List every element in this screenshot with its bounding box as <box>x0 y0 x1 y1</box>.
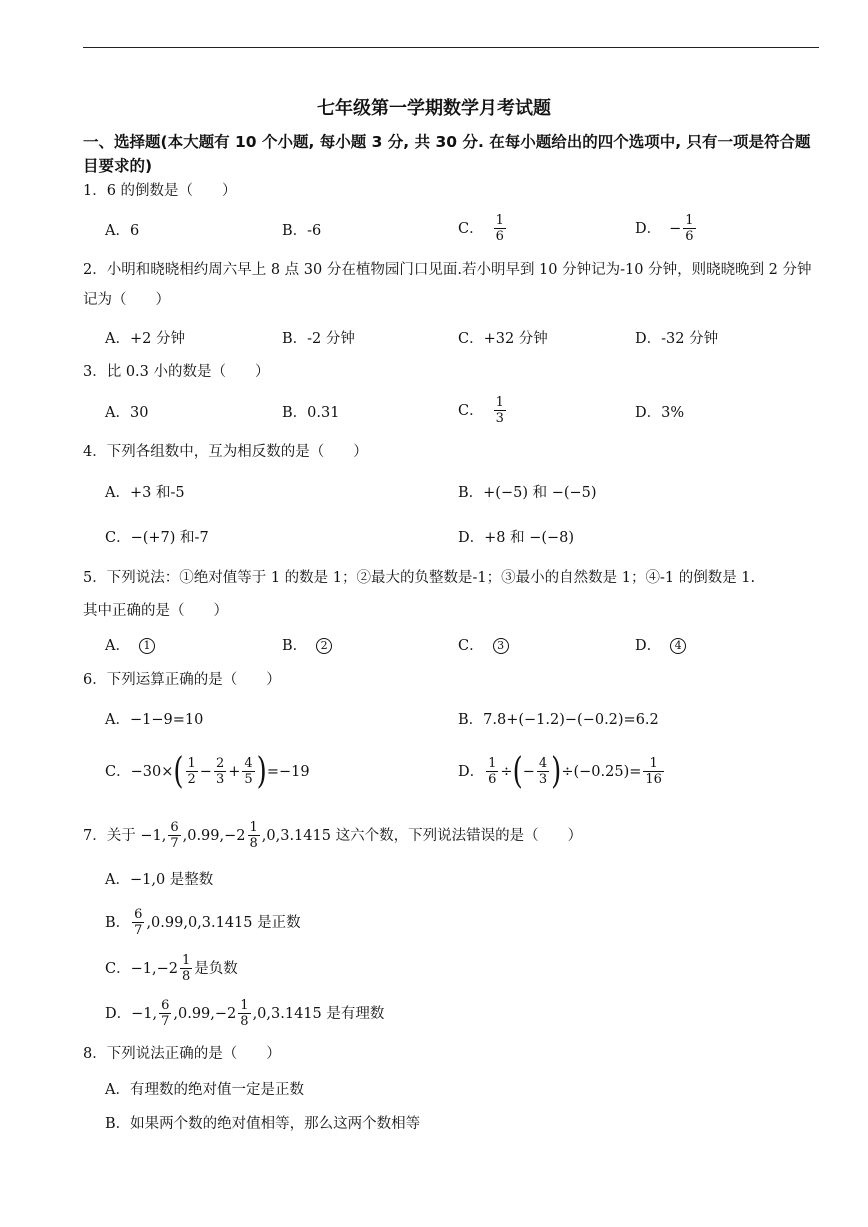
numerator: 2 <box>215 756 225 771</box>
operator: + <box>228 763 241 780</box>
q6-option-b: B．7.8+(−1.2)−(−0.2)=6.2 <box>458 712 659 728</box>
denominator: 2 <box>187 772 196 787</box>
minus-sign: − <box>522 763 535 780</box>
fraction <box>494 213 506 244</box>
q5-option-d <box>635 636 687 656</box>
question-6-stem: 6．下列运算正确的是（ ） <box>83 672 281 688</box>
q8-option-a: A．有理数的绝对值一定是正数 <box>105 1082 304 1098</box>
option-label: D． <box>458 763 485 780</box>
stem-text: ,0.99,−2 <box>182 827 246 844</box>
circled-number: 3 <box>493 638 509 654</box>
denominator: 6 <box>685 229 694 244</box>
option-value: -6 <box>307 223 322 239</box>
q7-option-d <box>105 998 384 1029</box>
numerator: 1 <box>240 998 249 1013</box>
numerator: 4 <box>244 756 253 771</box>
fraction <box>168 820 180 851</box>
expression-text: =−19 <box>266 763 310 780</box>
option-text: ,0.99,0,3.1415 是正数 <box>146 914 301 931</box>
stem-text: ,0,3.1415 这六个数，下列说法错误的是（ ） <box>261 827 583 844</box>
fraction <box>643 756 664 787</box>
q4-option-d: D．+8 和 −(−8) <box>458 530 575 546</box>
option-label: A． <box>105 223 130 239</box>
fraction <box>186 756 198 787</box>
option-label: D． <box>635 220 662 237</box>
fraction <box>537 756 549 787</box>
circled-number: 2 <box>316 638 332 654</box>
operator: − <box>199 763 212 780</box>
numerator: 1 <box>495 395 504 410</box>
question-1-stem: 1．6 的倒数是（ ） <box>83 183 237 199</box>
q1-option-c <box>458 213 508 244</box>
q2-option-a: A．+2 分钟 <box>105 331 185 347</box>
denominator: 6 <box>488 772 497 787</box>
numerator: 1 <box>249 820 258 835</box>
q7-option-c <box>105 953 238 984</box>
section-heading: 一、选择题(本大题有 10 个小题, 每小题 3 分, 共 30 分. 在每小题给出的四个选项中, 只有一项是符合题目要求的) <box>83 133 811 175</box>
denominator: 7 <box>134 923 143 938</box>
fraction <box>486 756 498 787</box>
header-rule <box>83 47 819 48</box>
q3-option-a: A．30 <box>105 405 149 421</box>
q2-option-b: B．-2 分钟 <box>282 331 355 347</box>
stem-text: 7．关于 −1, <box>83 827 167 844</box>
numerator: 1 <box>181 953 191 968</box>
q3-option-c <box>458 395 508 426</box>
numerator: 1 <box>495 213 504 228</box>
fraction <box>248 820 260 851</box>
question-3-stem: 3．比 0.3 小的数是（ ） <box>83 364 270 380</box>
fraction <box>214 756 226 787</box>
denominator: 8 <box>181 969 191 984</box>
denominator: 7 <box>170 836 179 851</box>
fraction <box>242 756 254 787</box>
denominator: 3 <box>215 772 225 787</box>
q6-option-d <box>458 750 666 793</box>
fraction <box>159 998 171 1029</box>
q6-option-a: A．−1−9=10 <box>105 712 204 728</box>
right-paren: ) <box>256 750 267 793</box>
q1-option-b <box>282 221 321 241</box>
option-text: C．−1,−2 <box>105 960 178 977</box>
fraction <box>238 998 250 1029</box>
denominator: 5 <box>244 772 253 787</box>
expression-text: C．−30× <box>105 763 174 780</box>
minus-sign: − <box>669 220 682 237</box>
option-label: C． <box>458 402 484 419</box>
fraction <box>683 213 695 244</box>
left-paren: ( <box>512 750 523 793</box>
option-label: A． <box>105 638 130 654</box>
denominator: 8 <box>240 1014 249 1029</box>
option-label: C． <box>458 638 484 654</box>
option-label: B． <box>105 914 131 931</box>
option-label: B． <box>282 223 308 239</box>
fraction <box>494 395 506 426</box>
denominator: 6 <box>495 229 504 244</box>
question-2-stem: 2．小明和晓晓相约周六早上 8 点 30 分在植物园门口见面.若小明早到 10 分钟记为-10 分钟，则晓晓晚到 2 分钟记为（ ） <box>83 262 812 308</box>
option-value: 6 <box>129 223 140 239</box>
page-title: 七年级第一学期数学月考试题 <box>317 98 551 119</box>
q6-option-c <box>105 750 310 793</box>
question-5-stem-line-1: 5．下列说法：①绝对值等于 1 的数是 1；②最大的负整数是-1；③最小的自然数是 1；④-1 的倒数是 1. <box>83 570 756 586</box>
numerator: 6 <box>134 907 143 922</box>
question-8-stem: 8．下列说法正确的是（ ） <box>83 1046 281 1062</box>
q7-option-b <box>105 907 301 938</box>
q2-option-d: D．-32 分钟 <box>635 331 719 347</box>
option-text: ,0,3.1415 是有理数 <box>252 1005 385 1022</box>
q4-option-b: B．+(−5) 和 −(−5) <box>458 485 597 501</box>
circled-number: 1 <box>139 638 155 654</box>
q7-option-a: A．−1,0 是整数 <box>105 872 214 888</box>
right-paren: ) <box>551 750 562 793</box>
q1-option-d <box>635 213 698 244</box>
q5-option-b <box>282 636 333 656</box>
q5-option-c <box>458 636 510 656</box>
question-5-stem-line-2: 其中正确的是（ ） <box>83 603 228 619</box>
numerator: 1 <box>649 756 658 771</box>
question-4-stem: 4．下列各组数中，互为相反数的是（ ） <box>83 444 368 460</box>
option-label: B． <box>282 638 308 654</box>
question-7-stem <box>83 820 582 851</box>
q5-option-a <box>105 636 156 656</box>
numerator: 1 <box>187 756 196 771</box>
q4-option-a: A．+3 和-5 <box>105 485 185 501</box>
q8-option-b: B．如果两个数的绝对值相等，那么这两个数相等 <box>105 1116 421 1132</box>
denominator: 16 <box>645 772 662 787</box>
denominator: 7 <box>161 1014 170 1029</box>
denominator: 8 <box>249 836 258 851</box>
numerator: 1 <box>488 756 497 771</box>
operator: ÷ <box>500 763 513 780</box>
numerator: 1 <box>685 213 694 228</box>
fraction <box>180 953 192 984</box>
q3-option-d: D．3% <box>635 405 685 421</box>
q2-option-c: C．+32 分钟 <box>458 331 548 347</box>
circled-number: 4 <box>670 638 686 654</box>
q4-option-c: C．−(+7) 和-7 <box>105 530 209 546</box>
q1-option-a <box>105 221 139 241</box>
numerator: 6 <box>161 998 170 1013</box>
option-label: D． <box>635 638 662 654</box>
q3-option-b: B．0.31 <box>282 405 340 421</box>
numerator: 6 <box>170 820 179 835</box>
option-label: C． <box>458 220 484 237</box>
denominator: 3 <box>495 411 504 426</box>
expression-text: ÷(−0.25)= <box>561 763 642 780</box>
numerator: 4 <box>538 756 548 771</box>
option-text: ,0.99,−2 <box>173 1005 237 1022</box>
left-paren: ( <box>173 750 184 793</box>
denominator: 3 <box>538 772 548 787</box>
option-text: D．−1, <box>105 1005 158 1022</box>
option-text: 是负数 <box>194 960 238 977</box>
fraction <box>132 907 144 938</box>
